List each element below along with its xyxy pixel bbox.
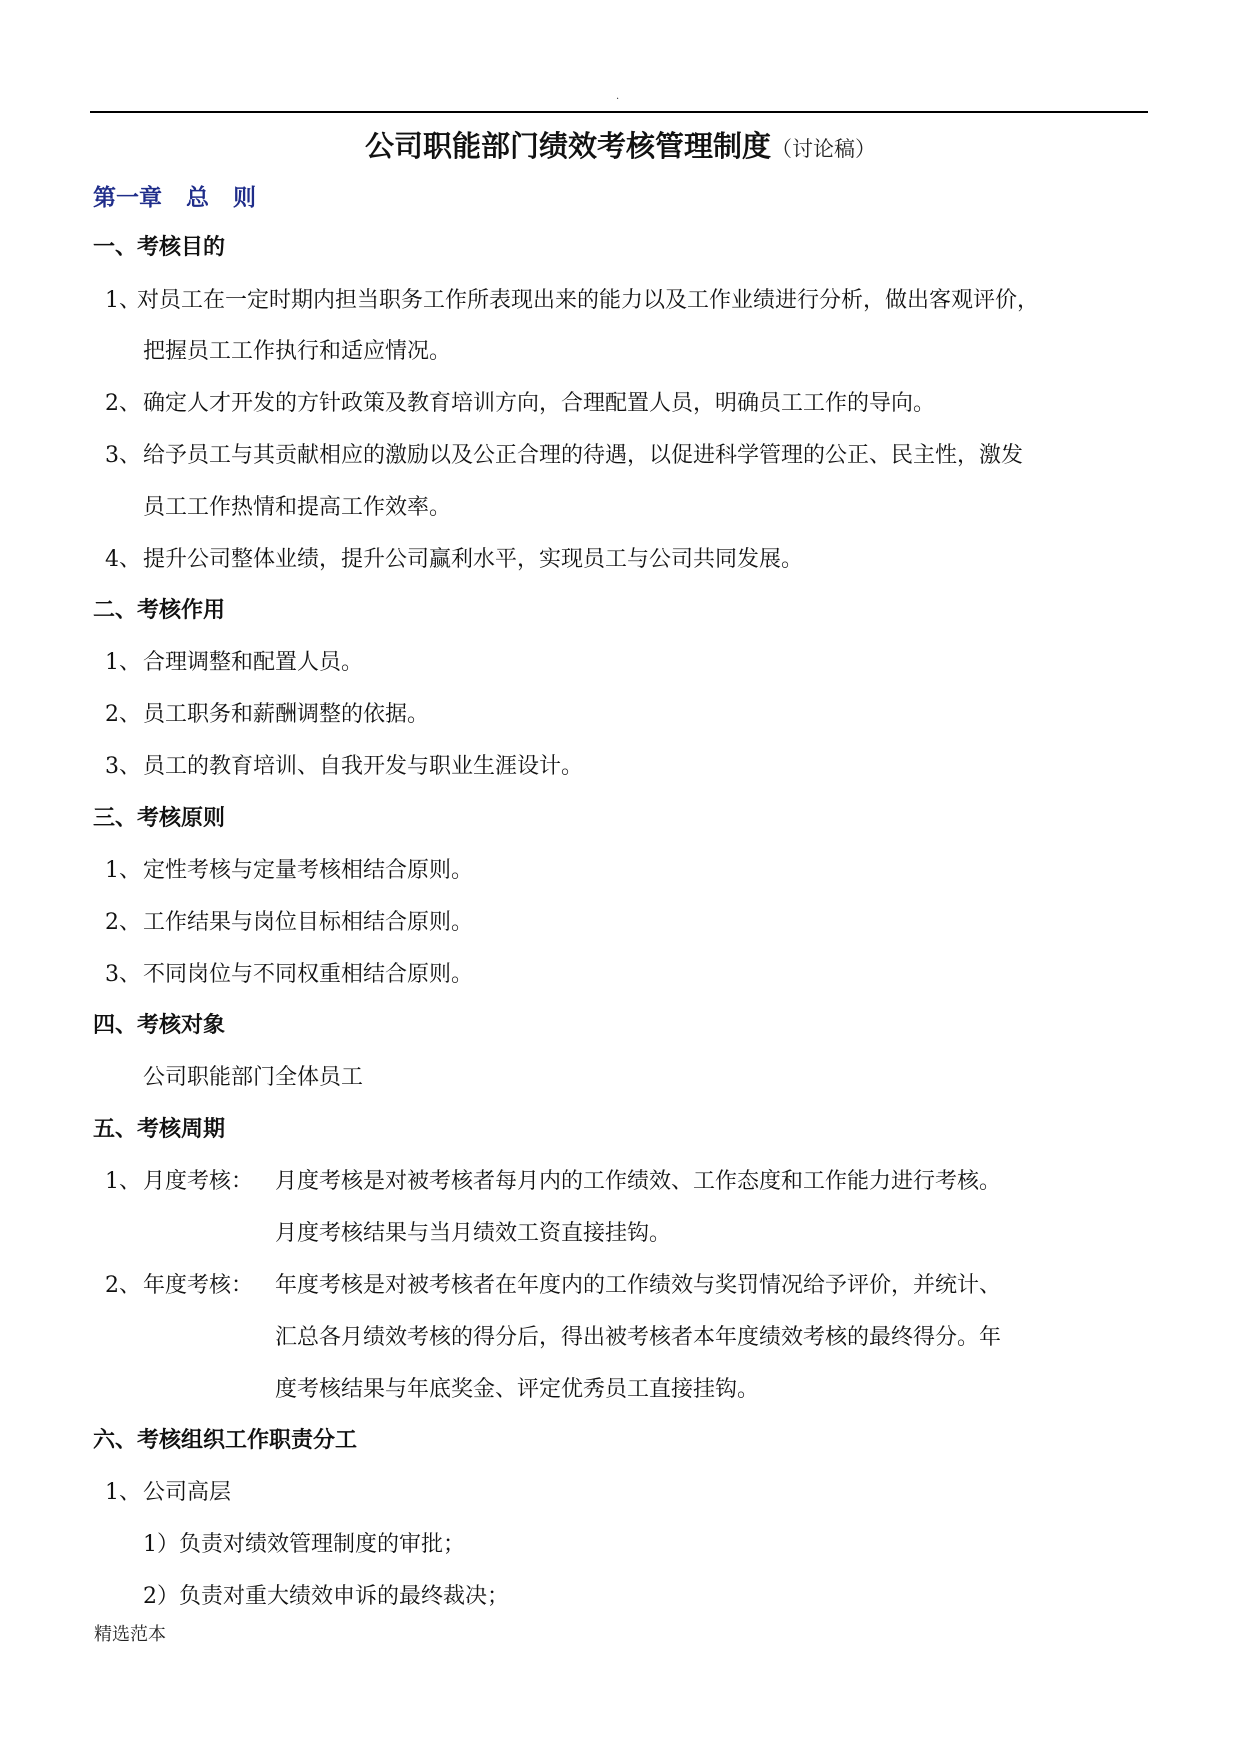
item-text: 月度考核是对被考核者每月内的工作绩效、工作态度和工作能力进行考核。: [275, 1169, 1002, 1194]
page-title: [0, 124, 1241, 171]
section-heading: 五、考核周期: [93, 1117, 226, 1142]
item-label: 年度考核：: [143, 1273, 254, 1298]
header-dot: .: [616, 91, 620, 102]
item-text: 提升公司整体业绩，提升公司赢利水平，实现员工与公司共同发展。: [143, 547, 804, 572]
page-footer: 精选范本: [94, 1624, 166, 1645]
item-number: 2、: [105, 910, 141, 935]
item-text: 不同岗位与不同权重相结合原则。: [143, 962, 474, 987]
sub-item-text: 2）负责对重大绩效申诉的最终裁决；: [143, 1584, 509, 1609]
item-text: 公司高层: [143, 1480, 232, 1505]
item-text: 员工工作热情和提高工作效率。: [143, 495, 452, 520]
section-heading: 六、考核组织工作职责分工: [93, 1428, 358, 1453]
item-text: 给予员工与其贡献相应的激励以及公正合理的待遇，以促进科学管理的公正、民主性，激发: [143, 443, 1024, 468]
item-text: 员工职务和薪酬调整的依据。: [143, 702, 430, 727]
item-text: 确定人才开发的方针政策及教育培训方向，合理配置人员，明确员工工作的导向。: [143, 391, 936, 416]
item-number: 1、: [105, 650, 141, 675]
section-heading: 三、考核原则: [93, 806, 226, 831]
sub-item-text: 1）负责对绩效管理制度的审批；: [143, 1532, 465, 1557]
item-number: 2、: [105, 702, 141, 727]
title-main: 公司职能部门绩效考核管理制度: [364, 129, 771, 163]
item-text: 合理调整和配置人员。: [143, 650, 364, 675]
item-text: 汇总各月绩效考核的得分后，得出被考核者本年度绩效考核的最终得分。年: [275, 1325, 1002, 1350]
item-number: 1、: [105, 858, 141, 883]
section-heading: 一、考核目的: [93, 235, 226, 260]
item-text: 定性考核与定量考核相结合原则。: [143, 858, 474, 883]
item-number: 3、: [105, 962, 141, 987]
item-text: 对员工在一定时期内担当职务工作所表现出来的能力以及工作业绩进行分析，做出客观评价，: [137, 288, 1040, 313]
item-text: 月度考核结果与当月绩效工资直接挂钩。: [275, 1221, 672, 1246]
header-rule: [90, 111, 1148, 113]
item-text: 工作结果与岗位目标相结合原则。: [143, 910, 474, 935]
item-number: 2、: [105, 391, 141, 416]
item-number: 3、: [105, 443, 141, 468]
item-text: 度考核结果与年底奖金、评定优秀员工直接挂钩。: [275, 1377, 760, 1402]
item-label: 月度考核：: [143, 1169, 254, 1194]
item-number: 1、: [105, 1480, 141, 1505]
item-number: 1、: [105, 288, 141, 313]
item-number: 2、: [105, 1273, 141, 1298]
item-number: 1、: [105, 1169, 141, 1194]
item-number: 3、: [105, 754, 141, 779]
section-text: 公司职能部门全体员工: [143, 1065, 364, 1090]
item-text: 年度考核是对被考核者在年度内的工作绩效与奖罚情况给予评价，并统计、: [275, 1273, 1002, 1298]
section-heading: 二、考核作用: [93, 598, 226, 623]
chapter-heading: 第一章 总 则: [93, 185, 257, 211]
title-sub: （讨论稿）: [771, 137, 876, 161]
item-number: 4、: [105, 547, 141, 572]
item-text: 把握员工工作执行和适应情况。: [143, 339, 452, 364]
item-text: 员工的教育培训、自我开发与职业生涯设计。: [143, 754, 584, 779]
section-heading: 四、考核对象: [93, 1013, 226, 1038]
